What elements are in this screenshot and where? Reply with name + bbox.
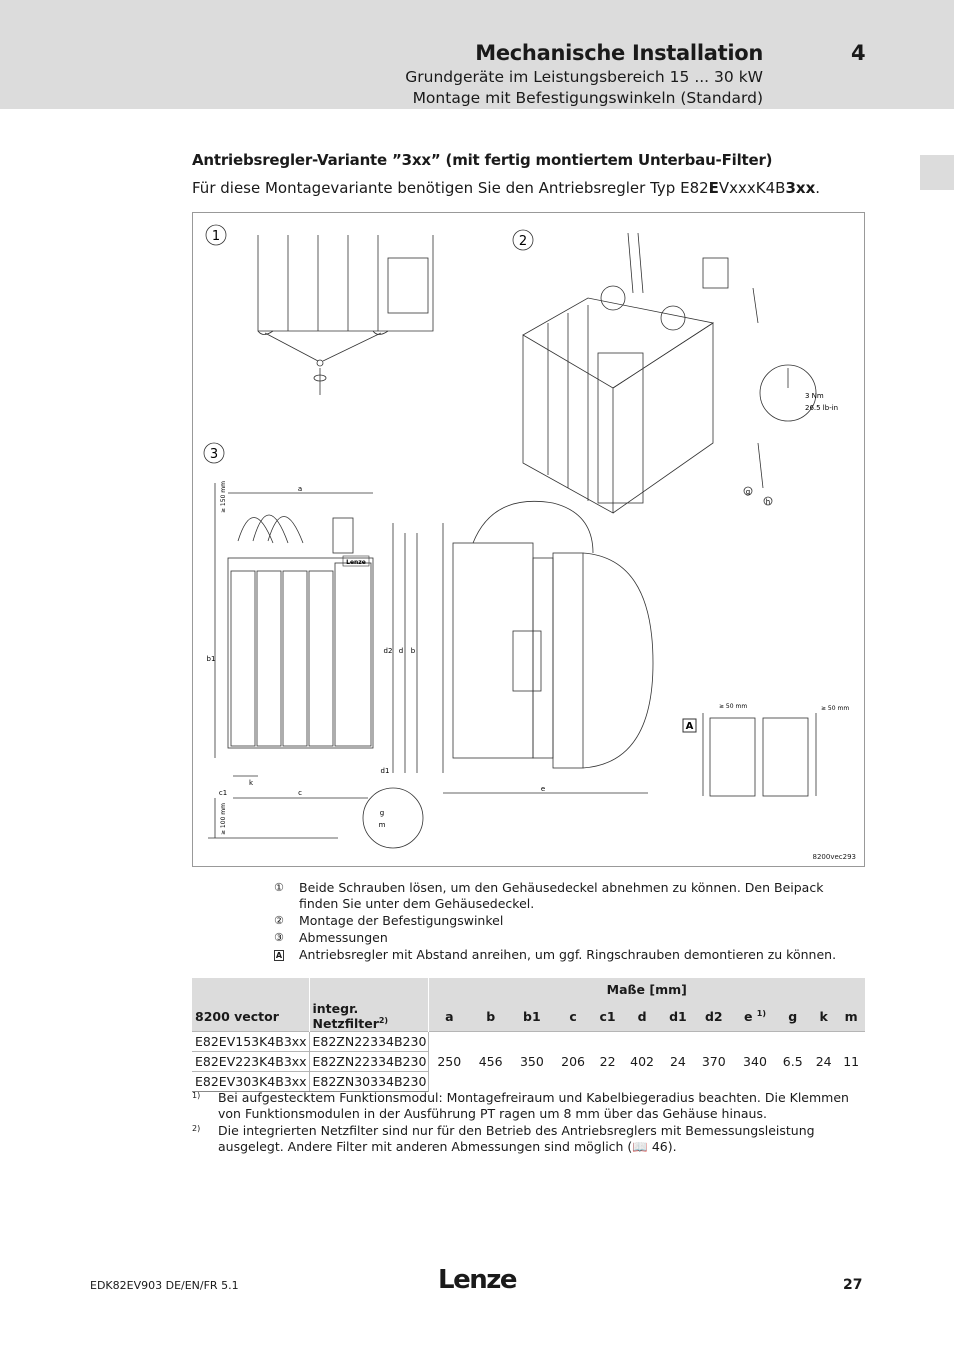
footnote: 1) Bei aufgestecktem Funktionsmodul: Montagefreiraum und Kabelbiegeradius beachten. Die Klemmen von Funktionsmodulen in der Ausführung PT ragen um 8 mm über das Gehäuse hinaus. [192, 1090, 849, 1121]
table-row: E82EV153K4B3xx E82ZN22334B230 250 456 350 206 22 402 24 370 340 6.5 24 11 [192, 1032, 865, 1052]
table-row: E82EV223K4B3xx E82ZN22334B230 [192, 1052, 865, 1072]
col-header: m [837, 1001, 865, 1032]
clearance-bottom-label: ≥ 100 mm [220, 803, 227, 835]
dim-e: e [540, 785, 546, 793]
installation-figure [192, 212, 865, 867]
marker-3: 3 [209, 447, 219, 462]
front-view-housing [228, 558, 373, 748]
col-header: b1 [511, 1001, 552, 1032]
dim-d: d [398, 647, 404, 655]
drawing1-housing [258, 235, 433, 331]
col-header: d1 [663, 1001, 693, 1032]
doc-reference: EDK82EV903 DE/EN/FR 5.1 [90, 1279, 239, 1292]
device-logo-label: Lenze [346, 559, 366, 566]
dim-a: a [297, 485, 303, 493]
detail-g-m-circle [363, 788, 423, 848]
clearance-side-a-label: ≥ 50 mm [719, 703, 748, 710]
col-header: e $^{1)}$ [734, 1001, 775, 1032]
thumb-index-tab [920, 155, 954, 190]
table-row: E82EV303K4B3xx E82ZN30334B230 [192, 1072, 865, 1092]
dim-b1: b1 [206, 655, 216, 663]
table-group-header: Maße [mm] [428, 978, 865, 1001]
dim-k: k [248, 779, 254, 787]
callout-g: g [745, 488, 751, 496]
marker-A: A [685, 721, 694, 732]
chapter-title: Mechanische Installation [475, 41, 763, 65]
col-header: d2 [693, 1001, 734, 1032]
legend-item: ③ Abmessungen [274, 930, 388, 945]
dim-c: c [298, 789, 302, 797]
legend-item: A Antriebsregler mit Abstand anreihen, um ggf. Ringschrauben demontieren zu können. [275, 947, 837, 962]
marker-1: 1 [211, 229, 221, 244]
torque-lbin: 26.5 lb-in [805, 404, 839, 412]
legend-item: ② Montage der Befestigungswinkel [274, 913, 504, 928]
chapter-number: 4 [851, 41, 866, 65]
col-header: k [810, 1001, 837, 1032]
footnote: 2) Die integrierten Netzfilter sind nur für den Betrieb des Antriebsreglers mit Bemessungsleistung ausgelegt. Andere Filter mit anderen Abmessungen sind möglich (📖 46). [192, 1123, 815, 1154]
clearance-side-b-label: ≥ 50 mm [821, 705, 850, 712]
col-header: c [552, 1001, 593, 1032]
col-header: d [621, 1001, 662, 1032]
figure-legend [274, 880, 864, 964]
chapter-subtitle-1: Grundgeräte im Leistungsbereich 15 ... 30 kW [405, 68, 763, 86]
col-header: g [776, 1001, 810, 1032]
installation-drawing [193, 213, 866, 868]
page-number: 27 [843, 1277, 863, 1293]
torque-nm: 3 Nm [805, 392, 824, 400]
dimensions-table [192, 978, 865, 1092]
dim-d1: d1 [380, 767, 390, 775]
footnotes [192, 1090, 864, 1156]
marker-2: 2 [518, 234, 528, 249]
page-header [0, 0, 954, 109]
dim-m: m [378, 821, 386, 829]
legend-item: ① Beide Schrauben lösen, um den Gehäusedeckel abnehmen zu können. Den Beipack finden Sie unter dem Gehäusedeckel. [274, 880, 824, 911]
col-header: a [428, 1001, 470, 1032]
col-header-vector: 8200 vector [192, 1001, 309, 1032]
section-text: Für diese Montagevariante benötigen Sie den Antriebsregler Typ E82EVxxxK4B3xx. [192, 179, 821, 197]
col-header-filter: integr. Netzfilter$^{2)}$ [309, 1001, 428, 1032]
lenze-logo: Lenze [438, 1265, 516, 1295]
callout-h: h [765, 498, 771, 506]
clearance-top-label: ≥ 150 mm [220, 481, 227, 513]
section-title: Antriebsregler-Variante ”3xx” (mit fertig montiertem Unterbau-Filter) [192, 151, 773, 169]
dim-c1: c1 [218, 789, 228, 797]
figure-code: 8200vec293 [812, 853, 856, 861]
col-header: b [470, 1001, 511, 1032]
dim-d2: d2 [383, 647, 393, 655]
col-header: c1 [594, 1001, 622, 1032]
dim-g: g [379, 809, 385, 817]
spacing-device-1 [710, 718, 755, 796]
chapter-subtitle-2: Montage mit Befestigungswinkeln (Standard) [412, 89, 763, 107]
side-view-housing [453, 543, 533, 758]
dim-b: b [410, 647, 416, 655]
spacing-device-2 [763, 718, 808, 796]
